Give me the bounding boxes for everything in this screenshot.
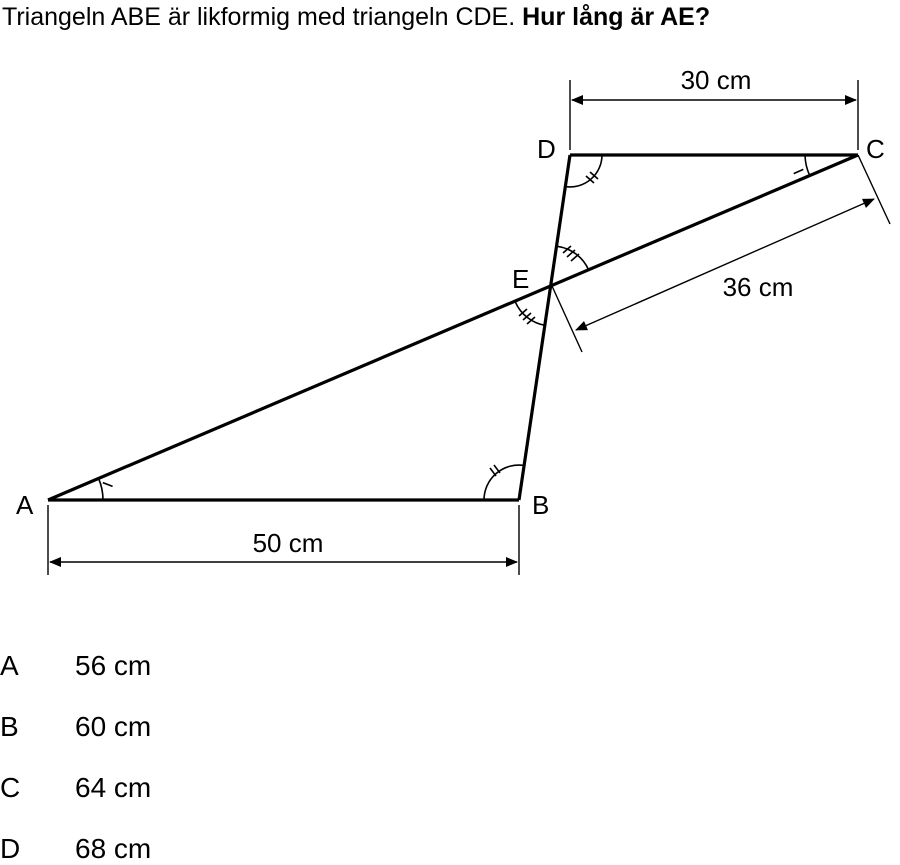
label-point-e: E bbox=[512, 264, 530, 294]
label-point-a: A bbox=[16, 490, 34, 520]
label-point-b: B bbox=[532, 490, 550, 520]
tick-e-top-3 bbox=[571, 254, 579, 261]
option-a-letter: A bbox=[0, 650, 19, 681]
segment-bd bbox=[519, 155, 570, 500]
dimension-lines bbox=[50, 100, 874, 562]
ext-line-e-diag bbox=[552, 286, 582, 352]
label-ce-length: 36 cm bbox=[722, 272, 794, 302]
ext-line-c-diag bbox=[858, 155, 890, 224]
option-d-text: 68 cm bbox=[75, 833, 152, 864]
option-d-letter: D bbox=[0, 833, 21, 864]
question-statement: Triangeln ABE är likformig med triangeln CDE. bbox=[2, 3, 516, 31]
option-b-letter: B bbox=[0, 711, 19, 742]
question-prompt: Hur lång är AE? bbox=[522, 3, 711, 31]
option-c-text: 64 cm bbox=[75, 772, 152, 803]
segment-ac bbox=[48, 155, 858, 500]
label-dc-length: 30 cm bbox=[680, 65, 752, 95]
angle-arc-a bbox=[99, 479, 103, 501]
angle-arc-b bbox=[484, 465, 524, 500]
tick-b-1 bbox=[490, 468, 496, 476]
angle-arc-c bbox=[805, 155, 810, 176]
dim-line-ce bbox=[576, 199, 874, 330]
label-ab-length: 50 cm bbox=[252, 528, 324, 558]
tick-a bbox=[103, 483, 113, 487]
tick-c bbox=[794, 169, 804, 173]
option-c-letter: C bbox=[0, 772, 21, 803]
option-a-text: 56 cm bbox=[75, 650, 152, 681]
figure-lines bbox=[48, 155, 858, 500]
option-b-text: 60 cm bbox=[75, 711, 152, 742]
label-point-d: D bbox=[537, 134, 556, 164]
label-point-c: C bbox=[866, 134, 885, 164]
